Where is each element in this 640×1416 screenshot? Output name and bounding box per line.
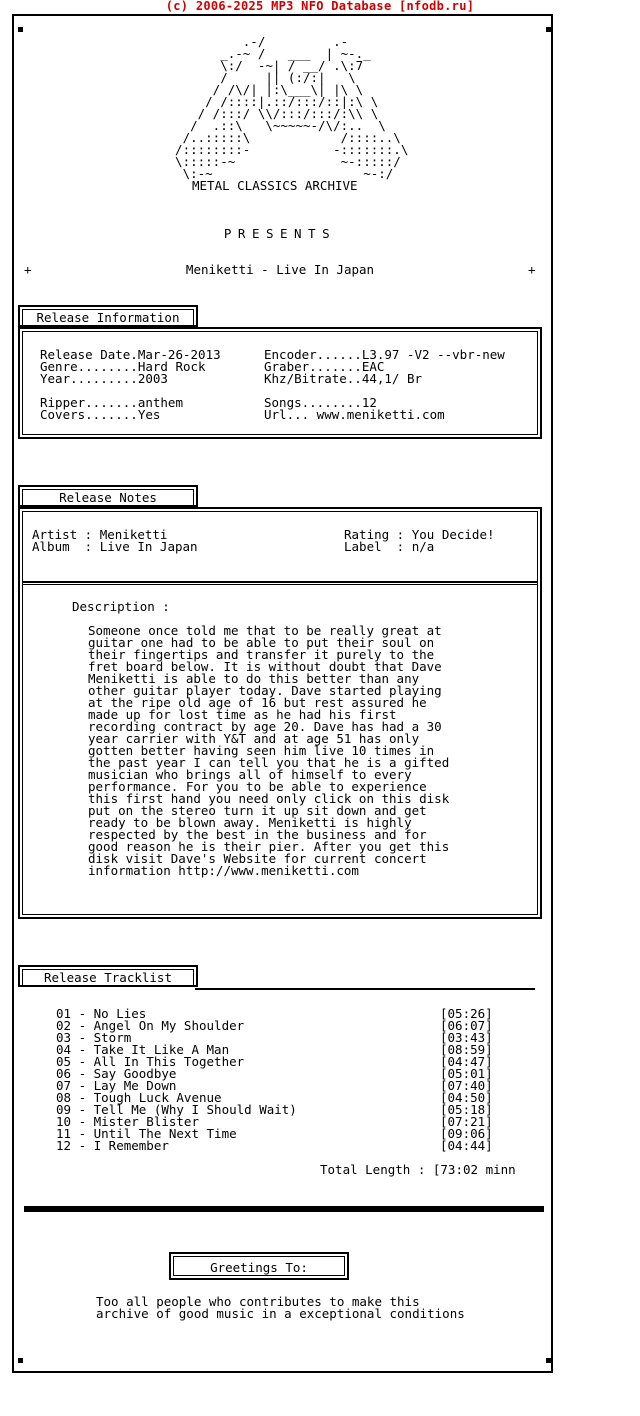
greetings-box [169,1252,349,1280]
logo-art: .-/ .- _.-~ / ___ | ~-._ \:/ -~| / __/ .\:7 / || (:/:| \ / /\/| |:\___\| |\ \ / /::::|.::/:::/::|:\ \ / /:::/ \\/:::/:::/:\\ \ / .::\ \~~~~~-/\/:.. \ /..:::::\ /::::..\ /::::::::- -:::::::.\ \:::::-~ ~-:::::/ \:-~ ~-:/ [175,34,409,181]
track-entry: 04 - Take It Like A Man [56,1042,230,1057]
track-entry: 12 - I Remember [56,1138,169,1153]
tracklist-tab [18,965,198,987]
release-notes-rating-label: Rating : You Decide! Label : n/a [344,527,495,554]
plus-marker-right: + [528,262,536,277]
section-divider [24,1206,544,1212]
corner-dot-top-left [18,27,23,32]
description-label: Description : [72,599,170,614]
track-length: [07:21] [440,1114,493,1129]
track-length: [04:44] [440,1138,493,1153]
release-info-tab [18,305,198,327]
release-notes-tab [18,485,198,507]
plus-marker-left: + [24,262,32,277]
track-entry: 10 - Mister Blister [56,1114,199,1129]
track-length: [05:18] [440,1102,493,1117]
greetings-text: Too all people who contributes to make this archive of good music in a exceptional conditions [96,1294,465,1321]
corner-dot-bottom-left [18,1358,23,1363]
track-entry: 09 - Tell Me (Why I Should Wait) [56,1102,297,1117]
track-entry: 06 - Say Goodbye [56,1066,177,1081]
corner-dot-top-right [546,27,551,32]
track-length: [09:06] [440,1126,493,1141]
tracklist-rule [195,988,535,990]
ascii-logo [160,34,409,193]
release-notes-box [18,507,542,919]
track-entry: 05 - All In This Together [56,1054,245,1069]
track-entry: 07 - Lay Me Down [56,1078,177,1093]
track-length: [04:47] [440,1054,493,1069]
greetings-title: Greetings To: [210,1260,308,1275]
logo-caption: METAL CLASSICS ARCHIVE [192,178,358,193]
release-info-left: Release Date.Mar-26-2013 Genre........Hard Rock Year.........2003 Ripper.......anthem Covers.......Yes [40,347,221,422]
track-entry: 01 - No Lies [56,1006,147,1021]
track-length: [04:50] [440,1090,493,1105]
corner-dot-bottom-right [546,1358,551,1363]
track-length: [08:59] [440,1042,493,1057]
track-entry: 11 - Until The Next Time [56,1126,237,1141]
track-length: [05:26] [440,1006,493,1021]
presents-heading: PRESENTS [223,226,337,241]
description-text: Someone once told me that to be really great at guitar one had to be able to put their soul on their fingertips and transfer it purely to the fret board below. It is without doubt that Dave Meniketti is able to do this better than any other guitar player today. Dave started playing at the ripe old age of 16 but rest assured he made up for lost time as he had his first recording contract by age 20. Dave has had a 30 year carrier with Y&T and at age 51 has only gotten better having seen him live 10 times in the past year I can tell you that he is a gifted musician who brings all of himself to every performance. For you to be able to experience this first hand you need only click on this disk put on the stereo turn it up sit down and get ready to be blown away. Meniketti is highly respected by the best in the business and for good reason he is their pier. After you get this disk visit Dave's Website for current concert information http://www.meniketti.com [88,623,450,878]
release-title: Meniketti - Live In Japan [185,262,375,277]
track-list [56,1008,506,1152]
track-length: [06:07] [440,1018,493,1033]
release-info-box [18,327,542,439]
nfodb-credit-link[interactable]: (c) 2006-2025 MP3 NFO Database [nfodb.ru] [165,0,475,13]
release-notes-artist-album: Artist : Meniketti Album : Live In Japan [32,527,198,554]
track-entry: 03 - Storm [56,1030,132,1045]
release-info-right: Encoder......L3.97 -V2 --vbr-new Graber.......EAC Khz/Bitrate..44,1/ Br Songs........12 Url... www.meniketti.com [264,347,505,422]
track-length: [03:43] [440,1030,493,1045]
track-length: [05:01] [440,1066,493,1081]
track-row [56,1140,506,1152]
release-notes-tab-label: Release Notes [22,489,194,505]
track-length: [07:40] [440,1078,493,1093]
release-info-tab-label: Release Information [22,309,194,325]
track-entry: 02 - Angel On My Shoulder [56,1018,245,1033]
tracklist-tab-label: Release Tracklist [22,969,194,985]
total-length: Total Length : [73:02 minn [320,1162,516,1177]
track-entry: 08 - Tough Luck Avenue [56,1090,222,1105]
